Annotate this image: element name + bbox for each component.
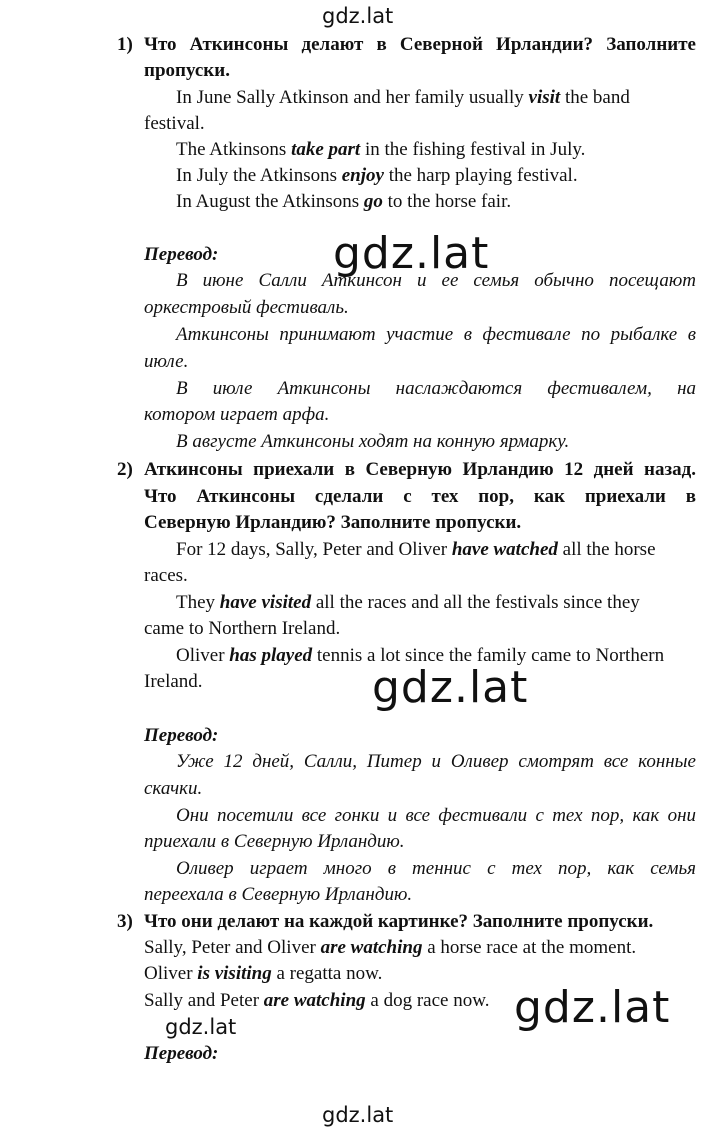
answer-sentence: For 12 days, Sally, Peter and Oliver have watched all the horse	[176, 539, 656, 560]
answer-sentence: Sally, Peter and Oliver are watching a horse race at the moment.	[144, 937, 637, 958]
translation-line: приехали в Северную Ирландию.	[144, 831, 405, 852]
translation-line: Они посетили все гонки и все фестивали с тех пор, как они	[176, 805, 696, 826]
question-text: пропуски.	[144, 60, 230, 81]
translation-label: Перевод:	[144, 244, 219, 265]
translation-line: В августе Аткинсоны ходят на конную ярмарку.	[176, 431, 570, 452]
answer-sentence: In June Sally Atkinson and her family usually visit the band	[176, 87, 630, 108]
translation-line: В июле Аткинсоны наслаждаются фестивалем, на	[176, 378, 696, 399]
question-text: Что Аткинсоны сделали с тех пор, как приехали в	[144, 486, 696, 507]
answer-word: have watched	[451, 539, 558, 560]
watermark-large-2: gdz.lat	[372, 662, 529, 713]
answer-sentence: Oliver has played tennis a lot since the family came to Northern	[176, 645, 665, 666]
translation-label: Перевод:	[144, 725, 219, 746]
exercise-number: 2)	[117, 459, 133, 480]
answer-sentence: In July the Atkinsons enjoy the harp playing festival.	[176, 165, 578, 186]
answer-word: have visited	[219, 592, 312, 613]
answer-word: take part	[291, 139, 361, 160]
watermark-small-bottom-left: gdz.lat	[165, 1015, 237, 1039]
question-text: Аткинсоны приехали в Северную Ирландию 12 дней назад.	[144, 459, 696, 480]
answer-sentence: Oliver is visiting a regatta now.	[144, 963, 383, 984]
watermark-large-1: gdz.lat	[333, 228, 490, 279]
translation-line: котором играет арфа.	[144, 404, 330, 425]
watermark-large-3: gdz.lat	[514, 982, 671, 1033]
answer-word: are watching	[263, 990, 366, 1011]
answer-word: are watching	[320, 937, 423, 958]
answer-sentence: festival.	[144, 113, 205, 134]
answer-word: is visiting	[197, 963, 272, 984]
answer-sentence: came to Northern Ireland.	[144, 618, 341, 639]
answer-word: enjoy	[341, 165, 384, 186]
translation-line: Оливер играет много в теннис с тех пор, как семья	[176, 858, 696, 879]
answer-sentence: races.	[144, 565, 188, 586]
exercise-number: 3)	[117, 911, 133, 932]
translation-line: оркестровый фестиваль.	[144, 297, 349, 318]
question-text: Северную Ирландию? Заполните пропуски.	[144, 512, 522, 533]
question-text: Что Аткинсоны делают в Северной Ирландии? Заполните	[144, 34, 696, 55]
translation-line: переехала в Северную Ирландию.	[144, 884, 413, 905]
watermark-top: gdz.lat	[322, 4, 394, 28]
answer-word: go	[363, 191, 383, 212]
answer-sentence: Ireland.	[144, 671, 203, 692]
answer-sentence: In August the Atkinsons go to the horse fair.	[176, 191, 512, 212]
translation-line: Аткинсоны принимают участие в фестивале по рыбалке в	[176, 324, 696, 345]
exercise-number: 1)	[117, 34, 133, 55]
answer-sentence: They have visited all the races and all the festivals since they	[176, 592, 640, 613]
translation-line: Уже 12 дней, Салли, Питер и Оливер смотрят все конные	[176, 751, 696, 772]
translation-line: июле.	[144, 351, 189, 372]
answer-word: visit	[528, 87, 561, 108]
translation-line: В июне Салли Аткинсон и ее семья обычно посещают	[176, 270, 696, 291]
question-text: Что они делают на каждой картинке? Заполните пропуски.	[144, 911, 654, 932]
answer-word: has played	[229, 645, 313, 666]
watermark-bottom: gdz.lat	[322, 1103, 394, 1127]
translation-line: скачки.	[144, 778, 203, 799]
translation-label: Перевод:	[144, 1043, 219, 1064]
answer-sentence: Sally and Peter are watching a dog race now.	[144, 990, 490, 1011]
answer-sentence: The Atkinsons take part in the fishing festival in July.	[176, 139, 586, 160]
